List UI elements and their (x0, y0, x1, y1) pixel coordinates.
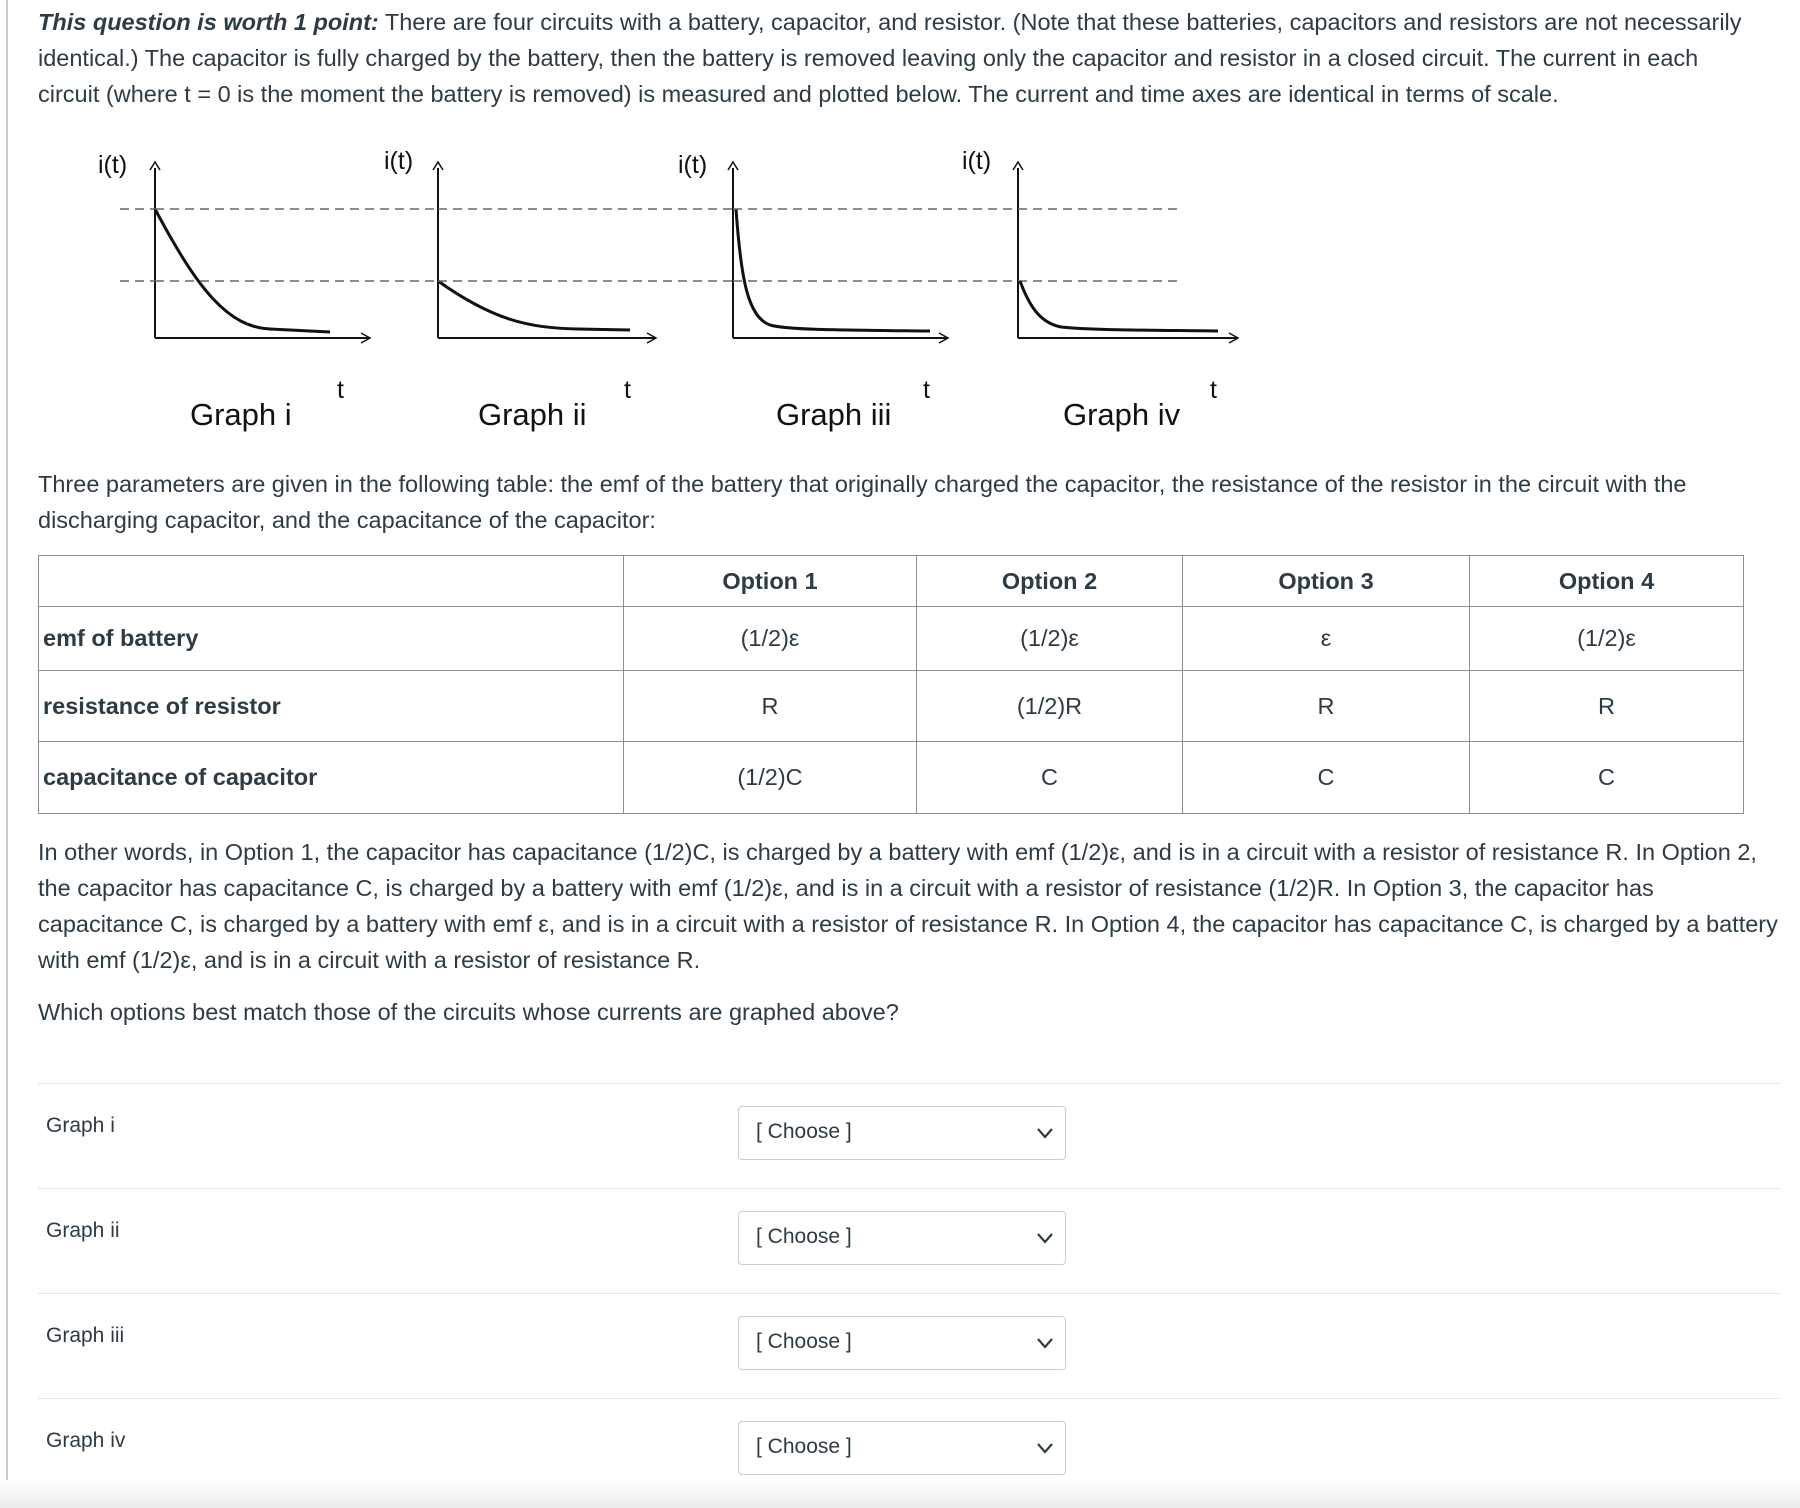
select-value: [ Choose ] (756, 1435, 852, 1458)
graph-ii-plot (155, 147, 656, 432)
table-cell: R (1183, 671, 1470, 742)
match-row-graph-ii (38, 1188, 1780, 1293)
select-value: [ Choose ] (756, 1120, 852, 1143)
graph-iii-title: Graph iii (776, 397, 892, 432)
graph-i-title: Graph i (190, 397, 292, 432)
table-cell: (1/2)C (624, 742, 917, 814)
question-intro (38, 4, 1758, 112)
table-header-option-1: Option 1 (624, 556, 917, 607)
row-label-resistance: resistance of resistor (39, 671, 624, 742)
graph-iv-plot (733, 147, 1238, 432)
chevron-down-icon (1035, 1228, 1055, 1248)
match-label: Graph i (46, 1114, 115, 1137)
table-cell: (1/2)ε (917, 607, 1183, 671)
table-cell: C (917, 742, 1183, 814)
graph-iii-plot (438, 151, 948, 432)
graph-ii-curve (438, 281, 630, 330)
graph-i-x-label: t (337, 376, 344, 404)
graph-iv-x-label: t (1210, 376, 1217, 404)
graph-i-curve (155, 209, 330, 332)
explanation-text: In other words, in Option 1, the capacitor has capacitance (1/2)C, is charged by a battery with emf (1/2)ε, and is in a circuit with a resistor of resistance R. In Option 2, the capacitor has capacitance C, is charged by a battery with emf (1/2)ε, and is in a circuit with a resistor of resistance (1/2)R. In Option 3, the capacitor has capacitance C, is charged by a battery with emf ε, and is in a circuit with a resistor of resistance R. In Option 4, the capacitor has capacitance C, is charged by a battery with emf (1/2)ε, and is in a circuit with a resistor of resistance R. (38, 839, 1778, 973)
table-cell: C (1470, 742, 1744, 814)
graphs-svg (58, 120, 1258, 450)
current-graphs (58, 120, 1258, 450)
graph-i-plot (98, 151, 370, 432)
table-row-resistance (39, 671, 1744, 742)
parameters-table (38, 555, 1744, 814)
graph-i-y-label: i(t) (98, 151, 128, 179)
table-cell: ε (1183, 607, 1470, 671)
matching-answers (38, 1083, 1780, 1503)
table-row-capacitance (39, 742, 1744, 814)
graph-ii-y-label: i(t) (384, 147, 414, 175)
table-cell: (1/2)ε (1470, 607, 1744, 671)
row-label-emf: emf of battery (39, 607, 624, 671)
chevron-down-icon (1035, 1123, 1055, 1143)
left-border (6, 0, 8, 1508)
graph-iv-title: Graph iv (1063, 397, 1181, 432)
match-label: Graph iii (46, 1324, 125, 1347)
graph-ii-x-label: t (624, 376, 631, 404)
graph-iv-y-label: i(t) (962, 147, 992, 175)
table-header-blank (39, 556, 624, 607)
graph-i-option-select[interactable] (738, 1106, 1066, 1160)
match-row-graph-iii (38, 1293, 1780, 1398)
graph-iii-x-label: t (923, 376, 930, 404)
select-value: [ Choose ] (756, 1330, 852, 1353)
row-label-capacitance: capacitance of capacitor (39, 742, 624, 814)
match-label: Graph iv (46, 1429, 126, 1452)
graph-ii-title: Graph ii (478, 397, 587, 432)
chevron-down-icon (1035, 1333, 1055, 1353)
table-cell: R (1470, 671, 1744, 742)
graph-iv-curve (1020, 281, 1218, 331)
table-header-option-3: Option 3 (1183, 556, 1470, 607)
graph-iii-y-label: i(t) (678, 151, 708, 179)
match-row-graph-i (38, 1083, 1780, 1188)
graph-iii-curve (736, 209, 930, 331)
table-cell: C (1183, 742, 1470, 814)
question-prompt: Which options best match those of the circuits whose currents are graphed above? (38, 999, 899, 1025)
graph-iii-option-select[interactable] (738, 1316, 1066, 1370)
table-intro: Three parameters are given in the following table: the emf of the battery that originally charged the capacitor, the resistance of the resistor in the circuit with the discharging capacitor, and the capacitance of the capacitor: (38, 471, 1687, 533)
table-header-row (39, 556, 1744, 607)
table-cell: (1/2)R (917, 671, 1183, 742)
table-cell: (1/2)ε (624, 607, 917, 671)
table-header-option-2: Option 2 (917, 556, 1183, 607)
points-label: This question is worth 1 point: (38, 9, 379, 35)
bottom-shadow (0, 1480, 1800, 1508)
chevron-down-icon (1035, 1438, 1055, 1458)
match-label: Graph ii (46, 1219, 120, 1242)
graph-ii-option-select[interactable] (738, 1211, 1066, 1265)
table-row-emf (39, 607, 1744, 671)
graph-iv-option-select[interactable] (738, 1421, 1066, 1475)
table-header-option-4: Option 4 (1470, 556, 1744, 607)
intro-text: There are four circuits with a battery, capacitor, and resistor. (Note that these batteries, capacitors and resistors are not necessarily identical.) The capacitor is fully charged by the battery, then the battery is removed leaving only the capacitor and resistor in a closed circuit. The current in each circuit (where t = 0 is the moment the battery is removed) is measured and plotted below. The current and time axes are identical in terms of scale. (38, 9, 1742, 107)
select-value: [ Choose ] (756, 1225, 852, 1248)
table-cell: R (624, 671, 917, 742)
